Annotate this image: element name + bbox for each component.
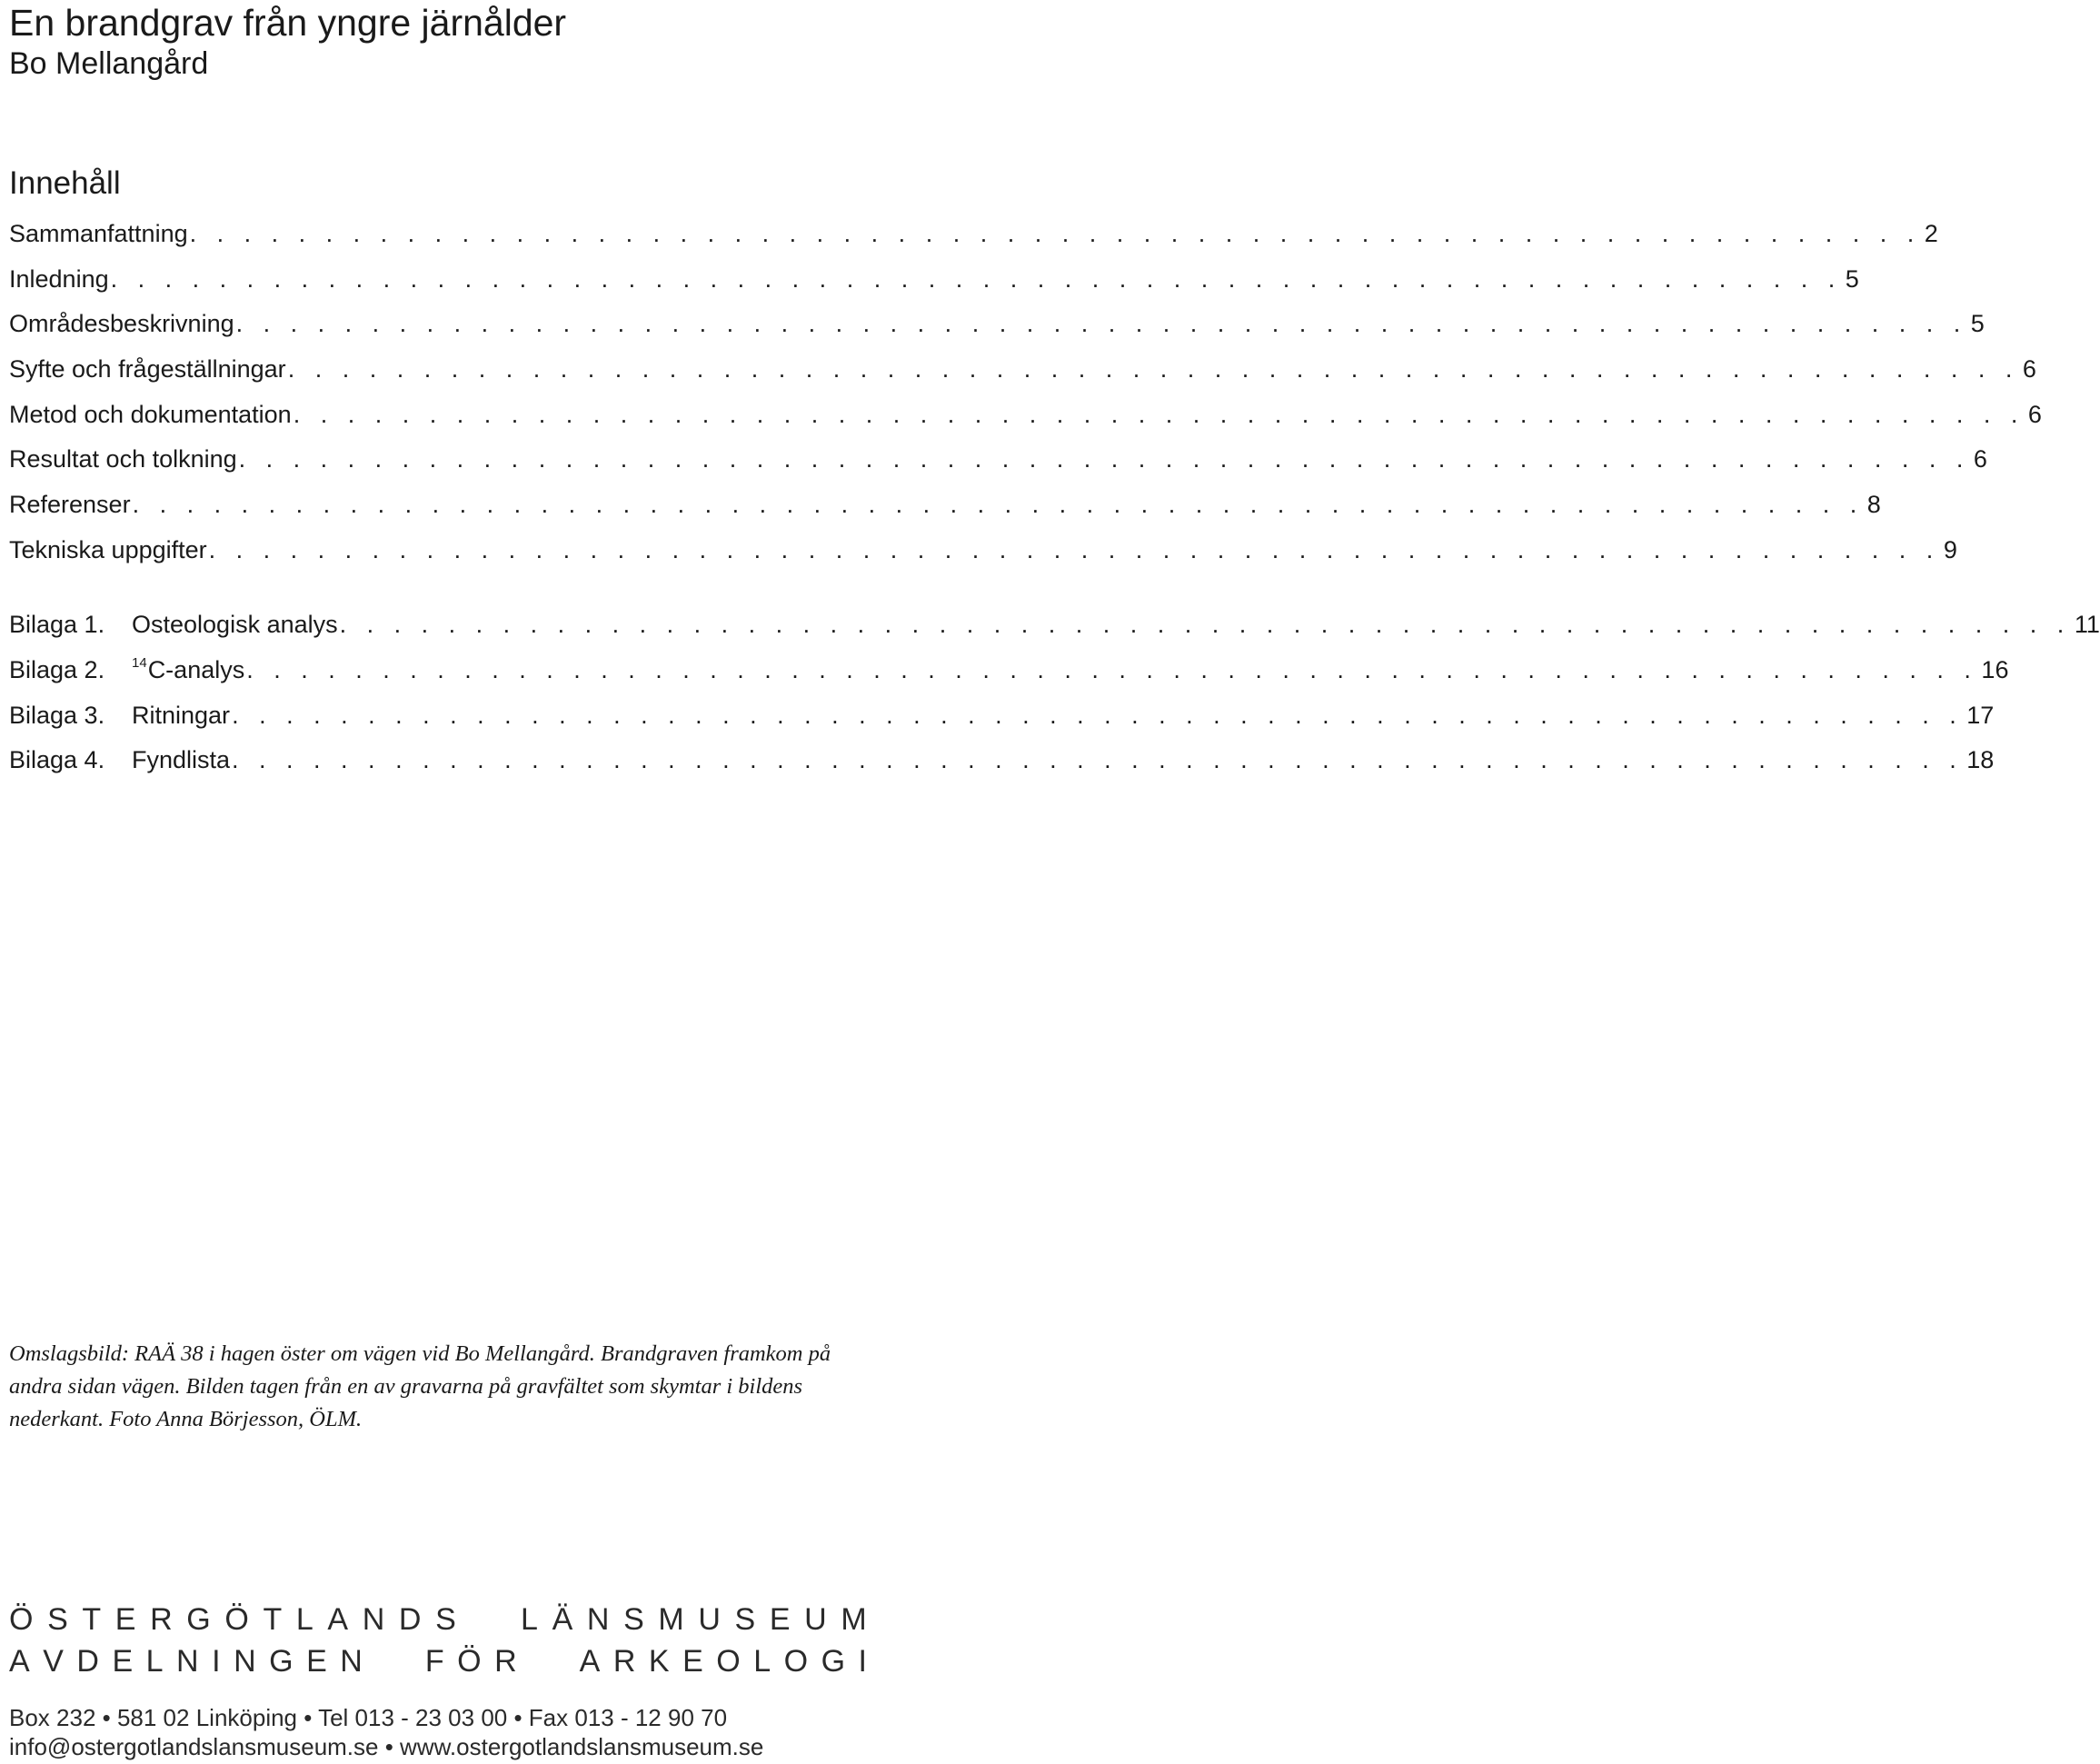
toc-entry-label: Sammanfattning <box>9 220 188 247</box>
contact-address-line: Box 232 • 581 02 Linköping • Tel 013 - 23 03 00 • Fax 013 - 12 90 70 <box>9 1704 728 1731</box>
toc-entry-page: 6 <box>2027 401 2042 428</box>
toc-entry[interactable] <box>9 215 1938 252</box>
toc-entry-label: Tekniska uppgifter <box>9 536 207 563</box>
footer <box>9 1601 867 1719</box>
toc-leader-dots: . . . . . . . . . . . . . . . . . . . . . . . . . . . . . . . . . . . . . . . . . . . . . . . . . . . . . . . . . . . . . . . . <box>232 702 1964 729</box>
toc-entry-page: 2 <box>1924 220 1938 247</box>
toc-entry[interactable] <box>9 261 1859 297</box>
toc-entry-page: 8 <box>1866 491 1881 518</box>
toc-entry[interactable] <box>9 486 1881 523</box>
museum-name: Ö S T E R G Ö T L A N D S L Ä N S M U S E U M <box>9 1602 867 1637</box>
appendix-label: Fyndlista <box>132 746 231 773</box>
toc-entry-page: 11 <box>2074 611 2100 638</box>
appendix-label: Ritningar <box>132 702 231 729</box>
toc-entry-label: Referenser <box>9 491 131 518</box>
toc-leader-dots: . . . . . . . . . . . . . . . . . . . . . . . . . . . . . . . . . . . . . . . . . . . . . . . . . . . . . . . . . . . . . . . . <box>232 746 1964 773</box>
toc-leader-dots: . . . . . . . . . . . . . . . . . . . . . . . . . . . . . . . . . . . . . . . . . . . . . . . . . . . . . . . . . . . . . . . . <box>132 491 1864 518</box>
toc-entry-label: Syfte och frågeställningar <box>9 355 286 383</box>
appendix-label: Osteologisk analys <box>132 611 338 638</box>
toc-entry-label: Inledning <box>9 265 109 293</box>
appendix-label: C-analys <box>147 656 245 683</box>
contact-web-line: info@ostergotlandslansmuseum.se • www.ostergotlandslansmuseum.se <box>9 1733 764 1760</box>
toc-entry-page: 16 <box>1981 656 2009 683</box>
toc-entry-page: 17 <box>1966 702 1995 729</box>
report-author: Bo Mellangård <box>9 46 209 81</box>
appendix-prefix: Bilaga 2. <box>9 656 105 683</box>
toc-leader-dots: . . . . . . . . . . . . . . . . . . . . . . . . . . . . . . . . . . . . . . . . . . . . . . . . . . . . . . . . . . . . . . . . <box>189 220 1921 247</box>
toc-entry-page: 5 <box>1845 265 1859 293</box>
toc-heading: Innehåll <box>9 165 121 201</box>
toc-leader-dots: . . . . . . . . . . . . . . . . . . . . . . . . . . . . . . . . . . . . . . . . . . . . . . . . . . . . . . . . . . . . . . . . <box>208 536 1940 563</box>
toc-leader-dots: . . . . . . . . . . . . . . . . . . . . . . . . . . . . . . . . . . . . . . . . . . . . . . . . . . . . . . . . . . . . . . . . <box>287 355 2019 383</box>
appendix-prefix: Bilaga 3. <box>9 702 105 729</box>
toc-appendix-entry[interactable] <box>9 742 1995 778</box>
toc-entry-page: 6 <box>1973 445 1987 473</box>
appendix-prefix: Bilaga 4. <box>9 746 105 773</box>
appendix-prefix: Bilaga 1. <box>9 611 105 638</box>
toc-leader-dots: . . . . . . . . . . . . . . . . . . . . . . . . . . . . . . . . . . . . . . . . . . . . . . . . . . . . . . . . . . . . . . . . <box>246 656 1978 683</box>
toc-entry-page: 18 <box>1966 746 1995 773</box>
toc-entry[interactable] <box>9 305 1985 342</box>
toc-leader-dots: . . . . . . . . . . . . . . . . . . . . . . . . . . . . . . . . . . . . . . . . . . . . . . . . . . . . . . . . . . . . . . . . <box>235 310 1967 337</box>
toc-entry-label: Resultat och tolkning <box>9 445 237 473</box>
appendix-superscript: 14 <box>132 655 147 671</box>
department-name: A V D E L N I N G E N F Ö R A R K E O L O G I <box>9 1644 867 1679</box>
toc-leader-dots: . . . . . . . . . . . . . . . . . . . . . . . . . . . . . . . . . . . . . . . . . . . . . . . . . . . . . . . . . . . . . . . . <box>110 265 1842 293</box>
toc-appendix-entry[interactable] <box>9 697 1995 733</box>
toc-entry-page: 5 <box>1970 310 1985 337</box>
toc-leader-dots: . . . . . . . . . . . . . . . . . . . . . . . . . . . . . . . . . . . . . . . . . . . . . . . . . . . . . . . . . . . . . . . . <box>238 445 1970 473</box>
toc-appendix-entry[interactable] <box>9 606 2100 643</box>
toc-entry[interactable] <box>9 441 1987 477</box>
toc-entry-page: 9 <box>1943 536 1957 563</box>
toc-entry-page: 6 <box>2022 355 2036 383</box>
toc-leader-dots: . . . . . . . . . . . . . . . . . . . . . . . . . . . . . . . . . . . . . . . . . . . . . . . . . . . . . . . . . . . . . . . . <box>339 611 2071 638</box>
toc-appendix-entry[interactable] <box>9 652 2009 688</box>
toc-entry-label: Områdesbeskrivning <box>9 310 234 337</box>
report-title: En brandgrav från yngre järnålder <box>9 2 567 44</box>
toc-entry[interactable] <box>9 532 1957 568</box>
toc-entry[interactable] <box>9 396 2042 433</box>
toc-leader-dots: . . . . . . . . . . . . . . . . . . . . . . . . . . . . . . . . . . . . . . . . . . . . . . . . . . . . . . . . . . . . . . . . <box>293 401 2025 428</box>
cover-image-caption: Omslagsbild: RAÄ 38 i hagen öster om vägen vid Bo Mellangård. Brandgraven framkom på andra sidan vägen. Bilden tagen från en av gravarna på gravfältet som skymtar i bildens nederkant. Foto Anna Börjesson, ÖLM. <box>9 1341 831 1431</box>
toc-entry[interactable] <box>9 351 2036 387</box>
toc-entry-label: Metod och dokumentation <box>9 401 292 428</box>
